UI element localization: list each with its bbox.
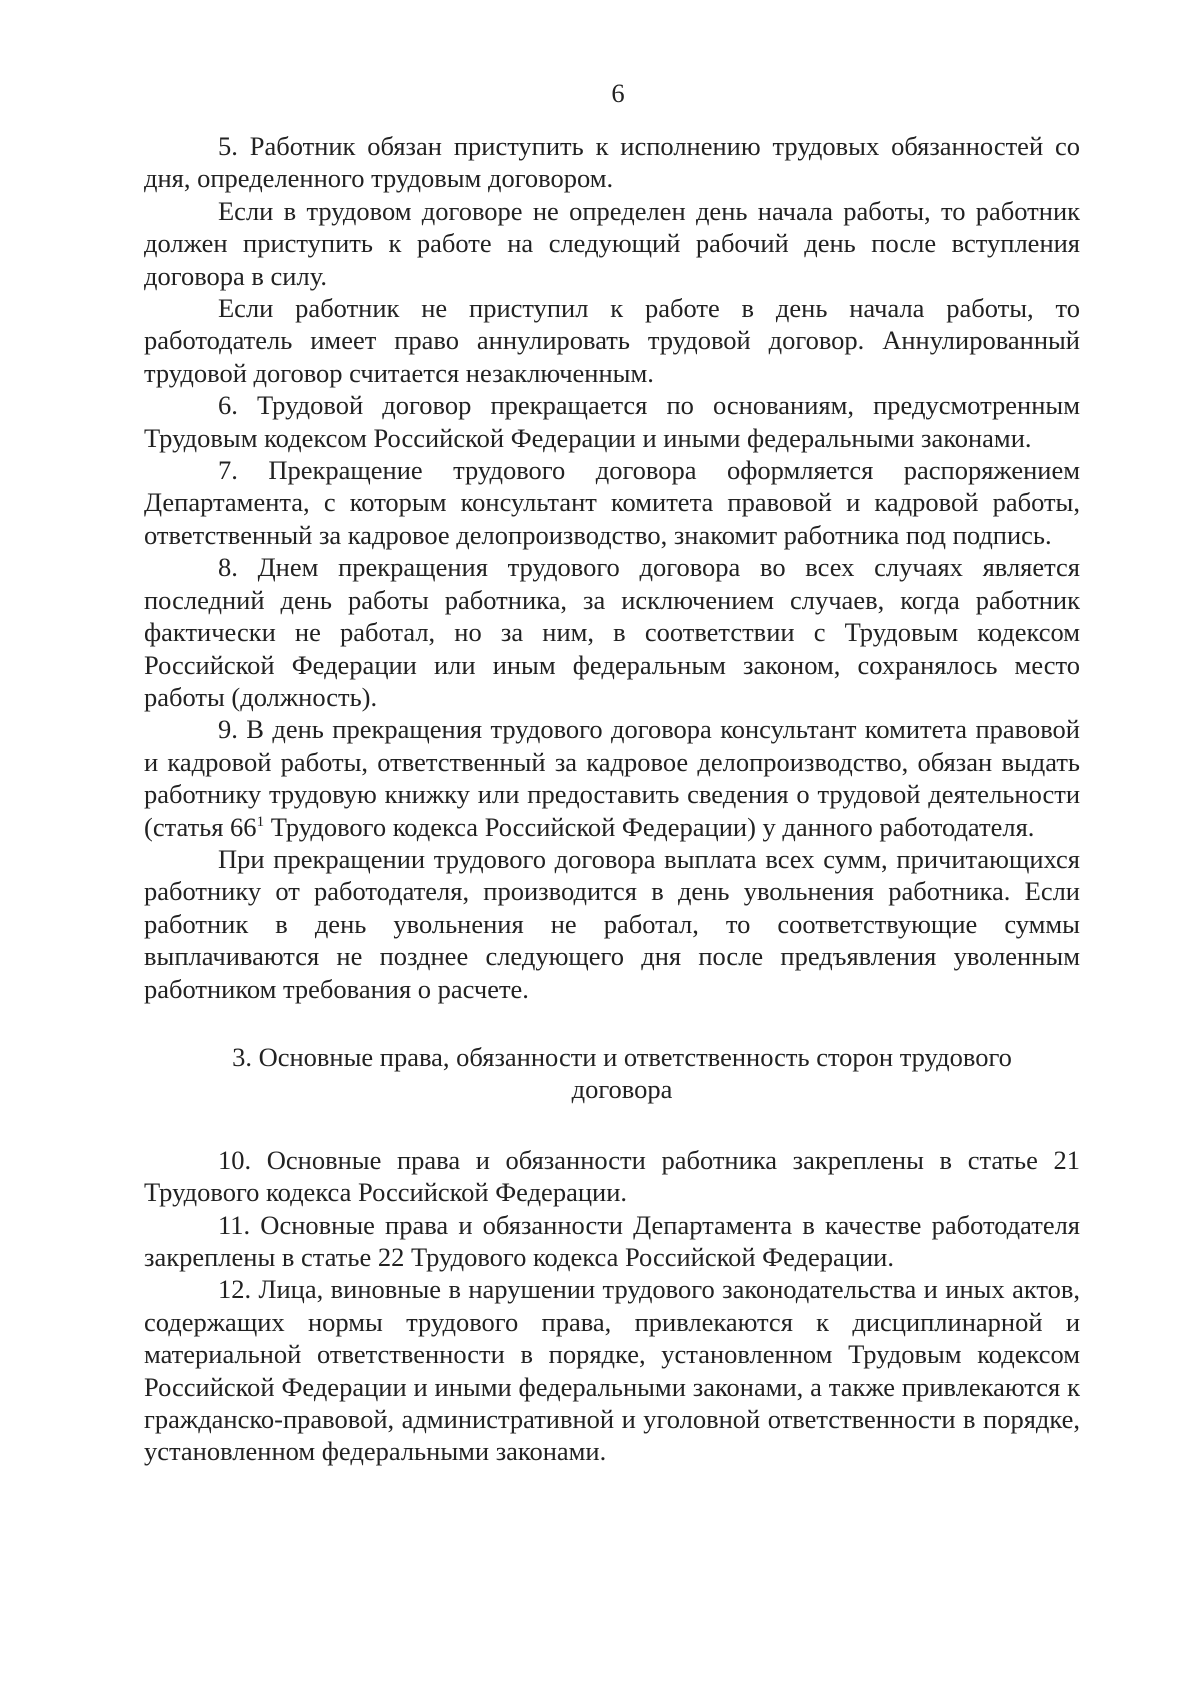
paragraph-11: 11. Основные права и обязанности Департамента в качестве работодателя закреплены в статье 22 Трудового кодекса Российской Федерации. [144,1209,1080,1272]
paragraph-9-text: 9. В день прекращения трудового договора консультант комитета правовой и кадровой работы, ответственный за кадровое делопроизводство, обязан выдать работнику трудовую книжку или предоставить сведения о трудовой деятельности (статья 66 [144,714,1080,842]
page-number: 6 [611,78,625,108]
paragraph-8: 8. Днем прекращения трудового договора во всех случаях является последний день работы работника, за исключением случаев, когда работник фактически не работал, но за ним, в соответствии с Трудовым кодексом Российской Федерации или иным федеральным законом, сохранялось место работы (должность). [144,552,1080,712]
paragraph-10: 10. Основные права и обязанности работника закреплены в статье 21 Трудового кодекса Российской Федерации. [144,1144,1080,1208]
paragraph-6: 6. Трудовой договор прекращается по основаниям, предусмотренным Трудовым кодексом Российской Федерации и иными федеральными законами. [144,390,1080,453]
section-termination [144,130,1080,1005]
paragraph-12: 12. Лица, виновные в нарушении трудового законодательства и иных актов, содержащих нормы трудового права, привлекаются к дисциплинарной и материальной ответственности в порядке, установленном Трудовым кодексом Российской Федерации и иными федеральными законами, а также привлекаются к гражданско-правовой, административной и уголовной ответственности в порядке, установленном федеральными законами. [144,1274,1080,1467]
section-heading: 3. Основные права, обязанности и ответственность сторон трудового договора [232,1041,1012,1105]
paragraph-7: 7. Прекращение трудового договора оформляется распоряжением Департамента, с которым консультант комитета правовой и кадровой работы, ответственный за кадровое делопроизводство, знакомит работника под подпись. [144,455,1080,550]
paragraph-payment: При прекращении трудового договора выплата всех сумм, причитающихся работнику от работодателя, производится в день увольнения работника. Если работник в день увольнения не работал, то соответствующие суммы выплачиваются не позднее следующего дня после предъявления уволенным работником требования о расчете. [144,843,1080,1004]
paragraph-start-date: Если в трудовом договоре не определен день начала работы, то работник должен приступить к работе на следующий рабочий день после вступления договора в силу. [144,195,1080,291]
section-rights [144,1144,1080,1468]
paragraph-annulment: Если работник не приступил к работе в день начала работы, то работодатель имеет право аннулировать трудовой договор. Аннулированный трудовой договор считается незаключенным. [144,293,1080,388]
article-superscript: 1 [256,813,265,830]
paragraph-5: 5. Работник обязан приступить к исполнению трудовых обязанностей со дня, определенного трудовым договором. [144,131,1080,194]
paragraph-9 [144,713,1080,843]
paragraph-9-text-end: Трудового кодекса Российской Федерации) у данного работодателя. [264,811,1035,842]
